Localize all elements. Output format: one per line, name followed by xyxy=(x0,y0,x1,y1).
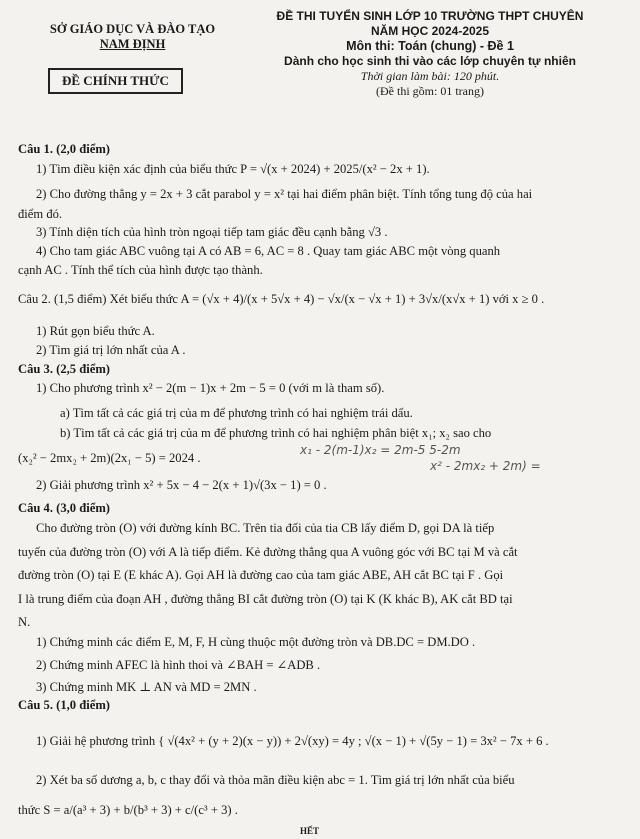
question-3-part-1a: a) Tìm tất cả các giá trị của m để phương trình có hai nghiệm trái dấu. xyxy=(60,406,413,420)
question-4-text-2: tuyến của đường tròn (O) với A là tiếp điểm. Kẻ đường thẳng qua A vuông góc với BC tại M và cắt xyxy=(18,545,518,559)
question-1-part-2: 2) Cho đường thẳng y = 2x + 3 cắt parabol y = x² tại hai điểm phân biệt. Tính tổng tung độ của hai xyxy=(36,187,533,201)
question-4-part-1: 1) Chứng minh các điểm E, M, F, H cùng thuộc một đường tròn và DB.DC = DM.DO . xyxy=(36,635,476,649)
handwritten-note-1: x₁ - 2(m-1)x₂ = 2m-5 5-2m xyxy=(300,443,461,457)
handwritten-note-2: x² - 2mx₂ + 2m) = xyxy=(430,459,541,473)
exam-title: ĐỀ THI TUYỂN SINH LỚP 10 TRƯỜNG THPT CHUYÊN xyxy=(276,9,584,23)
audience: Dành cho học sinh thi vào các lớp chuyên tự nhiên xyxy=(284,54,576,68)
question-4-text-5: N. xyxy=(18,615,31,629)
question-5-part-2: 2) Xét ba số dương a, b, c thay đổi và thỏa mãn điều kiện abc = 1. Tìm giá trị lớn nhất của biểu xyxy=(36,773,515,787)
time-limit: Thời gian làm bài: 120 phút. xyxy=(360,69,500,83)
exam-info-block xyxy=(250,9,610,99)
question-2-part-2: 2) Tìm giá trị lớn nhất của A . xyxy=(36,343,186,357)
school-year: NĂM HỌC 2024-2025 xyxy=(370,24,490,38)
question-3-part-1b: b) Tìm tất cả các giá trị của m để phương trình có hai nghiệm phân biệt x₁; x₂ sao cho xyxy=(60,426,492,440)
question-5-title: Câu 5. (1,0 điểm) xyxy=(18,698,110,712)
question-3-part-1b-condition: (x₂² − 2mx₂ + 2m)(2x₁ − 5) = 2024 . xyxy=(18,451,201,465)
question-1-title: Câu 1. (2,0 điểm) xyxy=(18,142,110,156)
question-4-text-3: đường tròn (O) tại E (E khác A). Gọi AH là đường cao của tam giác ABE, AH cắt BC tại F . Gọi xyxy=(18,568,504,582)
page-count: (Đề thi gồm: 01 trang) xyxy=(376,84,484,98)
question-1-part-4: 4) Cho tam giác ABC vuông tại A có AB = 6, AC = 8 . Quay tam giác ABC một vòng quanh xyxy=(36,244,501,258)
official-exam-label: ĐỀ CHÍNH THỨC xyxy=(48,68,183,94)
question-4-text-4: I là trung điểm của đoạn AH , đường thẳng BI cắt đường tròn (O) tại K (K khác B), AK cắt BD tại xyxy=(18,592,513,606)
question-4-part-3: 3) Chứng minh MK ⊥ AN và MD = 2MN . xyxy=(36,680,257,694)
department-block xyxy=(30,22,235,52)
province-name: NAM ĐỊNH xyxy=(99,37,166,51)
question-2-title: Câu 2. (1,5 điểm) Xét biểu thức A = (√x + 4)/(x + 5√x + 4) − √x/(x − √x + 1) + 3√x/(x√x + 1) với x ≥ 0 . xyxy=(18,292,545,306)
question-2-part-1: 1) Rút gọn biểu thức A. xyxy=(36,324,155,338)
question-3-part-2: 2) Giải phương trình x² + 5x − 4 − 2(x + 1)√(3x − 1) = 0 . xyxy=(36,478,327,492)
question-1-part-1: 1) Tìm điều kiện xác định của biểu thức P = √(x + 2024) + 2025/(x² − 2x + 1). xyxy=(36,162,430,176)
end-mark: HẾT xyxy=(300,826,320,836)
question-4-part-2: 2) Chứng minh AFEC là hình thoi và ∠BAH = ∠ADB . xyxy=(36,658,321,672)
question-1-part-4-cont: cạnh AC . Tính thể tích của hình được tạo thành. xyxy=(18,263,263,277)
department-name: SỞ GIÁO DỤC VÀ ĐÀO TẠO xyxy=(49,22,216,36)
question-4-text-1: Cho đường tròn (O) với đường kính BC. Trên tia đối của tia CB lấy điểm D, gọi DA là tiếp xyxy=(36,521,495,535)
question-5-part-2-expression: thức S = a/(a³ + 3) + b/(b³ + 3) + c/(c³ + 3) . xyxy=(18,803,238,817)
question-1-part-3: 3) Tính diện tích của hình tròn ngoại tiếp tam giác đều cạnh bằng √3 . xyxy=(36,225,388,239)
question-3-title: Câu 3. (2,5 điểm) xyxy=(18,362,110,376)
question-4-title: Câu 4. (3,0 điểm) xyxy=(18,501,110,515)
question-1-part-2-cont: điểm đó. xyxy=(18,207,63,221)
question-5-part-1: 1) Giải hệ phương trình { √(4x² + (y + 2)(x − y)) + 2√(xy) = 4y ; √(x − 1) + √(5y − 1) = 3x² − 7x + 6 . xyxy=(36,734,549,748)
question-3-part-1: 1) Cho phương trình x² − 2(m − 1)x + 2m − 5 = 0 (với m là tham số). xyxy=(36,381,385,395)
subject: Môn thi: Toán (chung) - Đề 1 xyxy=(346,39,514,53)
